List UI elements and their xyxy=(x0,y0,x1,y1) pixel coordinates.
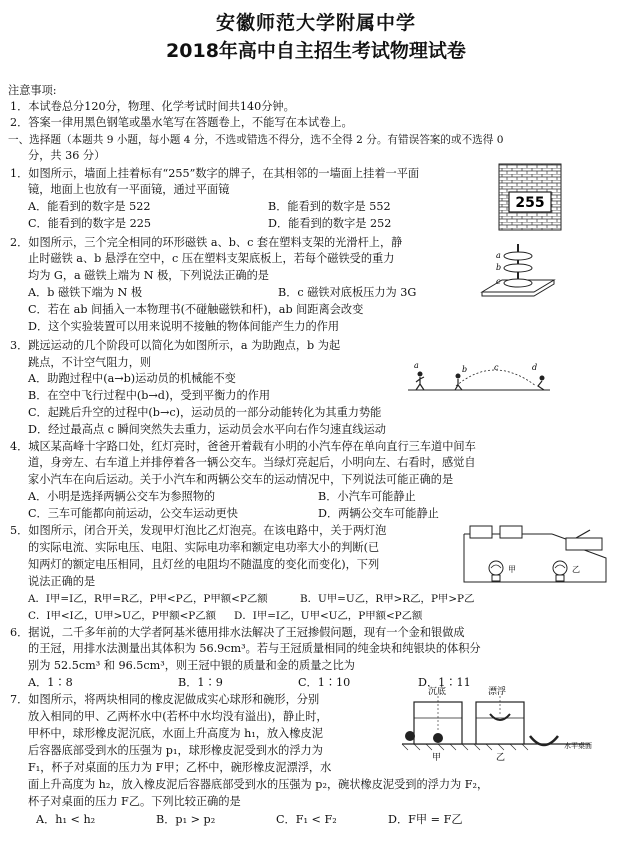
svg-text:b: b xyxy=(496,263,502,272)
q3-long-jump-figure xyxy=(404,360,554,396)
q4-option-a: A．小明是选择两辆公交车为参照物的 xyxy=(28,490,216,503)
q7-stem-2: 放入相同的甲、乙两杯水中(若杯中水均没有溢出)，静止时， xyxy=(28,710,328,723)
q3-option-b: B．在空中飞行过程中(b→d)，受到平衡力的作用 xyxy=(28,389,271,402)
section-1-line-1: 一、选择题（本题共 9 小题，每小题 4 分，不选或错选不得分，选不全得 2 分。有错误答案的或不选得 0 xyxy=(8,134,504,146)
svg-text:水平桌面: 水平桌面 xyxy=(564,742,592,750)
q4-option-b: B．小汽车可能静止 xyxy=(318,490,416,503)
q2-stem-3: 均为 G，a 磁铁上端为 N 极，下列说法正确的是 xyxy=(28,269,269,282)
q1-stem-2: 镜，地面上也放有一平面镜，通过平面镜 xyxy=(28,183,230,196)
q3-option-d: D．经过最高点 c 瞬间突然失去重力，运动员会水平向右作匀速直线运动 xyxy=(28,423,386,436)
q5-stem-3: 知两灯的额定电压相同，且灯丝的电阻均不随温度的变化而变化)，下列 xyxy=(28,558,380,571)
q3-stem-1: 3．跳远运动的几个阶段可以简化为如图所示，a 为助跑点，b 为起 xyxy=(10,339,341,352)
q6-stem-1: 6．据说，二千多年前的大学者阿基米德用排水法解决了王冠掺假问题，现有一个金和银做成 xyxy=(10,626,465,639)
q7-stem-1: 7．如图所示，将两块相同的橡皮泥做成实心球形和碗形，分别 xyxy=(10,693,320,706)
q2-option-c: C．若在 ab 间插入一本物理书(不碰触磁铁和杆)，ab 间距离会改变 xyxy=(28,303,364,316)
q7-option-d: D．F甲 = F乙 xyxy=(388,813,463,826)
q7-stem-6: 面上升高度为 h₂，放入橡皮泥后容器底部受到水的压强为 p₂，碗状橡皮泥受到的浮力为 F₂， xyxy=(28,778,489,791)
q3-option-a: A．助跑过程中(a→b)运动员的机械能不变 xyxy=(28,372,236,385)
q6-option-d: D．1∶11 xyxy=(418,676,471,689)
school-name: 安徽师范大学附属中学 xyxy=(215,12,416,34)
q2-option-d: D．这个实验装置可以用来说明不接触的物体间能产生力的作用 xyxy=(28,320,340,333)
q4-option-c: C．三车可能都向前运动，公交车运动更快 xyxy=(28,507,238,520)
q4-stem-1: 4．城区某高峰十字路口处，红灯亮时，爸爸开着载有小明的小汽车停在单向直行三车道中间车 xyxy=(10,440,476,453)
q7-option-b: B．p₁ > p₂ xyxy=(156,813,216,826)
q7-option-c: C．F₁ < F₂ xyxy=(276,813,337,826)
svg-text:c: c xyxy=(496,277,501,286)
q4-stem-2: 道，身旁左、右车道上并排停着各一辆公交车。当绿灯亮起后，小明向左、右看时，感觉自 xyxy=(28,456,476,469)
svg-text:乙: 乙 xyxy=(496,753,506,763)
q5-option-d: D．I甲=I乙，U甲<U乙，P甲额<P乙额 xyxy=(234,610,423,622)
q3-stem-2: 跳点，不计空气阻力，则 xyxy=(28,356,152,369)
q5-stem-4: 说法正确的是 xyxy=(28,575,96,588)
note-1: 1．本试卷总分120分，物理、化学考试时间共140分钟。 xyxy=(10,100,295,113)
q1-option-a: A．能看到的数字是 522 xyxy=(28,200,151,213)
q7-stem-4: 后容器底部受到水的压强为 p₁，球形橡皮泥受到水的浮力为 xyxy=(28,744,323,757)
q5-stem-2: 的实际电流、实际电压、电阻、实际电功率和额定电功率大小的判断(已 xyxy=(28,541,380,554)
q7-stem-3: 甲杯中，球形橡皮泥沉底，水面上升高度为 h₁，放入橡皮泥 xyxy=(28,727,323,740)
svg-text:沉底: 沉底 xyxy=(428,687,447,697)
notes-heading: 注意事项: xyxy=(8,84,57,97)
q7-option-a: A．h₁ < h₂ xyxy=(36,813,96,826)
q2-option-b: B．c 磁铁对底板压力为 3G xyxy=(278,286,417,299)
svg-text:漂浮: 漂浮 xyxy=(488,687,507,697)
q7-stem-5: F₁，杯子对桌面的压力为 F甲；乙杯中，碗形橡皮泥漂浮，水 xyxy=(28,761,332,774)
svg-text:a: a xyxy=(496,251,501,260)
q6-stem-2: 的王冠，用排水法测量出其体积为 56.9cm³。若与王冠质量相同的纯金块和纯银块的体积分 xyxy=(28,642,481,655)
q6-option-c: C．1∶10 xyxy=(298,676,351,689)
q7-stem-7: 杯子对桌面的压力 F乙。下列比较正确的是 xyxy=(28,795,241,808)
exam-title: 2018年高中自主招生考试物理试卷 xyxy=(166,40,466,62)
q4-stem-3: 家小汽车在向后运动。关于小汽车和两辆公交车的运动情况中，下列说法可能正确的是 xyxy=(28,473,454,486)
q5-circuit-figure xyxy=(456,524,616,590)
q1-figure-number: 255 xyxy=(515,195,545,211)
q4-option-d: D．两辆公交车可能静止 xyxy=(318,507,439,520)
q3-option-c: C．起跳后升空的过程中(b→c)，运动员的一部分动能转化为其重力势能 xyxy=(28,406,382,419)
q1-stem-1: 1．如图所示，墙面上挂着标有“255”数字的牌子，在其相邻的一墙面上挂着一平面 xyxy=(10,167,420,180)
q6-stem-3: 别为 52.5cm³ 和 96.5cm³，则王冠中银的质量和金的质量之比为 xyxy=(28,659,355,672)
q5-option-c: C．I甲<I乙，U甲>U乙，P甲额<P乙额 xyxy=(28,610,217,622)
svg-text:a: a xyxy=(414,361,419,370)
note-2: 2．答案一律用黑色钢笔或墨水笔写在答题卷上，不能写在本试卷上。 xyxy=(10,116,353,129)
q1-option-c: C．能看到的数字是 225 xyxy=(28,217,151,230)
q1-brick-wall-figure xyxy=(497,162,567,234)
q1-option-d: D．能看到的数字是 252 xyxy=(268,217,392,230)
q2-stem-2: 止时磁铁 a、b 悬浮在空中，c 压在塑料支架底板上，若每个磁铁受的重力 xyxy=(28,252,395,265)
svg-text:甲: 甲 xyxy=(432,753,442,763)
svg-text:d: d xyxy=(532,363,538,372)
svg-text:b: b xyxy=(462,365,468,374)
svg-text:甲: 甲 xyxy=(508,565,516,574)
section-1-line-2: 分，共 36 分） xyxy=(28,149,106,162)
q2-option-a: A．b 磁铁下端为 N 极 xyxy=(28,286,143,299)
q7-beakers-figure xyxy=(398,686,594,772)
svg-text:乙: 乙 xyxy=(572,565,580,574)
q2-stem-1: 2．如图所示，三个完全相同的环形磁铁 a、b、c 套在塑料支架的光滑杆上，静 xyxy=(10,236,403,249)
q1-option-b: B．能看到的数字是 552 xyxy=(268,200,391,213)
q2-magnet-figure xyxy=(478,240,558,306)
svg-text:c: c xyxy=(494,363,499,372)
q6-option-a: A．1∶8 xyxy=(28,676,73,689)
q6-option-b: B．1∶9 xyxy=(178,676,223,689)
q5-option-b: B．U甲=U乙，R甲>R乙，P甲>P乙 xyxy=(300,593,475,605)
q5-stem-1: 5．如图所示，闭合开关，发现甲灯泡比乙灯泡亮。在该电路中，关于两灯泡 xyxy=(10,524,387,537)
q5-option-a: A．I甲=I乙，R甲=R乙，P甲<P乙，P甲额<P乙额 xyxy=(28,593,268,605)
